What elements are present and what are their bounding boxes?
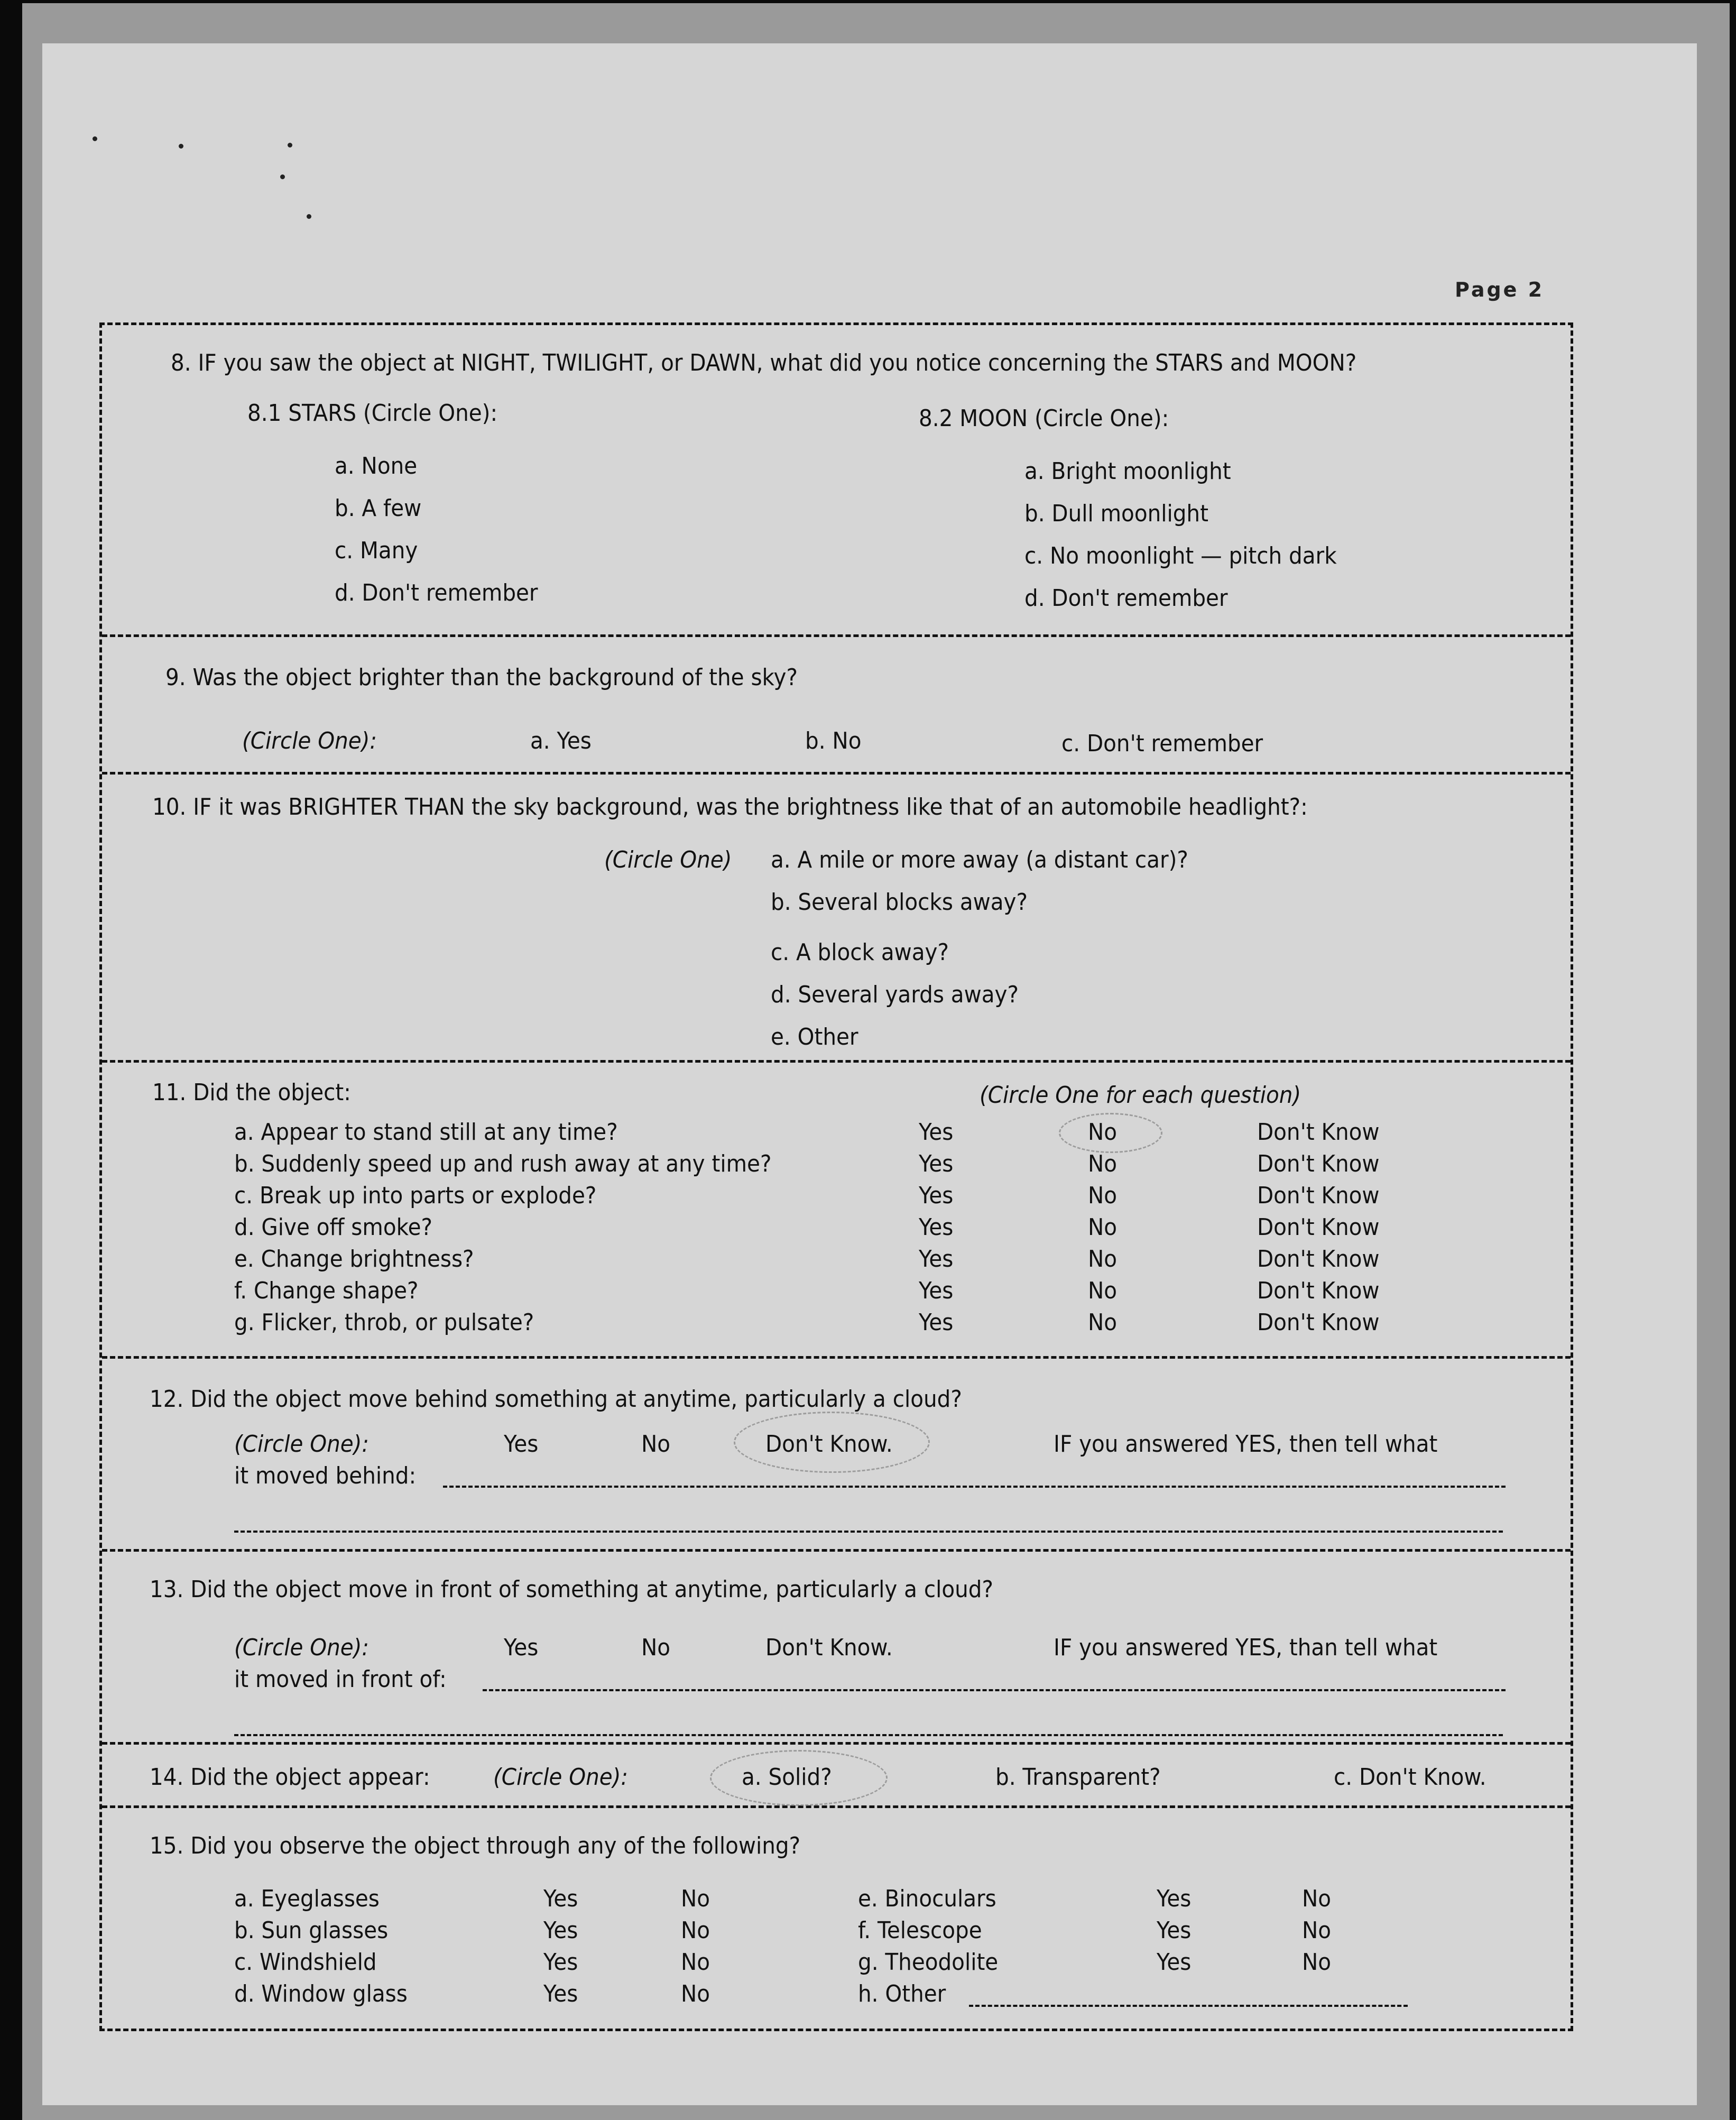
moved-in-front-field[interactable]	[483, 1689, 1506, 1691]
q11-dont-know-option[interactable]: Don't Know	[1257, 1277, 1380, 1304]
q15-other-label: h. Other	[858, 1980, 946, 2007]
q11-item: g. Flicker, throb, or pulsate?	[234, 1309, 534, 1336]
stars-option[interactable]: d. Don't remember	[335, 579, 538, 606]
circle-one-instruction: (Circle One)	[604, 846, 732, 873]
question-9-text: 9. Was the object brighter than the background of the sky?	[165, 664, 798, 691]
q11-yes-option[interactable]: Yes	[919, 1214, 954, 1241]
moved-behind-field-line-2[interactable]	[234, 1531, 1503, 1533]
question-8-text: 8. IF you saw the object at NIGHT, TWILIGHT, or DAWN, what did you notice concerning the STARS and MOON?	[171, 349, 1357, 376]
questionnaire-frame	[99, 322, 1573, 2031]
q13-followup: IF you answered YES, than tell what	[1054, 1634, 1438, 1661]
circle-one-instruction: (Circle One):	[242, 727, 377, 754]
question-10-text: 10. IF it was BRIGHTER THAN the sky background, was the brightness like that of an automobile headlight?:	[152, 794, 1308, 821]
q12-option-no[interactable]: No	[641, 1431, 671, 1458]
stars-option[interactable]: a. None	[335, 453, 418, 480]
q12-option-yes[interactable]: Yes	[504, 1431, 539, 1458]
q11-no-option[interactable]: No	[1088, 1119, 1118, 1146]
circle-one-instruction: (Circle One for each question)	[980, 1082, 1301, 1109]
q15-no-option[interactable]: No	[1302, 1885, 1332, 1912]
moon-option[interactable]: d. Don't remember	[1024, 585, 1228, 612]
q10-option[interactable]: d. Several yards away?	[771, 981, 1019, 1008]
q10-option[interactable]: e. Other	[771, 1024, 858, 1050]
q9-option[interactable]: c. Don't remember	[1061, 730, 1263, 757]
q15-yes-option[interactable]: Yes	[1157, 1949, 1192, 1976]
q11-item: c. Break up into parts or explode?	[234, 1182, 597, 1209]
q10-option[interactable]: c. A block away?	[771, 939, 949, 966]
q11-item: b. Suddenly speed up and rush away at any time?	[234, 1150, 772, 1177]
q15-yes-option[interactable]: Yes	[543, 1885, 578, 1912]
q11-dont-know-option[interactable]: Don't Know	[1257, 1182, 1380, 1209]
q11-dont-know-option[interactable]: Don't Know	[1257, 1119, 1380, 1146]
q11-item: f. Change shape?	[234, 1277, 419, 1304]
question-11	[102, 1063, 1571, 1359]
moon-label: 8.2 MOON (Circle One):	[919, 405, 1169, 432]
moon-option[interactable]: a. Bright moonlight	[1024, 458, 1231, 485]
stars-option[interactable]: c. Many	[335, 537, 418, 564]
question-13-text: 13. Did the object move in front of something at anytime, particularly a cloud?	[150, 1576, 993, 1603]
q14-option[interactable]: c. Don't Know.	[1334, 1764, 1486, 1791]
q14-option[interactable]: a. Solid?	[742, 1764, 832, 1791]
q11-no-option[interactable]: No	[1088, 1277, 1118, 1304]
question-14	[102, 1745, 1571, 1808]
question-9	[102, 637, 1571, 775]
q15-no-option[interactable]: No	[681, 1885, 710, 1912]
moon-option[interactable]: c. No moonlight — pitch dark	[1024, 542, 1337, 569]
q15-yes-option[interactable]: Yes	[543, 1980, 578, 2007]
speck	[179, 144, 183, 149]
q11-yes-option[interactable]: Yes	[919, 1246, 954, 1273]
q15-no-option[interactable]: No	[681, 1917, 710, 1944]
circle-one-instruction: (Circle One):	[234, 1634, 370, 1661]
q15-yes-option[interactable]: Yes	[543, 1949, 578, 1976]
q11-no-option[interactable]: No	[1088, 1150, 1118, 1177]
q11-no-option[interactable]: No	[1088, 1214, 1118, 1241]
q11-dont-know-option[interactable]: Don't Know	[1257, 1150, 1380, 1177]
q11-dont-know-option[interactable]: Don't Know	[1257, 1309, 1380, 1336]
q15-item: d. Window glass	[234, 1980, 408, 2007]
q11-no-option[interactable]: No	[1088, 1182, 1118, 1209]
q13-option-yes[interactable]: Yes	[504, 1634, 539, 1661]
q11-no-option[interactable]: No	[1088, 1309, 1118, 1336]
q15-item: f. Telescope	[858, 1917, 982, 1944]
speck	[307, 214, 311, 219]
speck	[280, 174, 285, 179]
q10-option[interactable]: a. A mile or more away (a distant car)?	[771, 846, 1188, 873]
q13-option-no[interactable]: No	[641, 1634, 671, 1661]
q12-followup-label: it moved behind:	[234, 1462, 417, 1489]
stars-option[interactable]: b. A few	[335, 495, 422, 522]
stars-label: 8.1 STARS (Circle One):	[247, 400, 498, 427]
q11-item: a. Appear to stand still at any time?	[234, 1119, 618, 1146]
q13-followup-label: it moved in front of:	[234, 1666, 447, 1693]
q11-item: e. Change brightness?	[234, 1246, 474, 1273]
question-13	[102, 1552, 1571, 1745]
q15-yes-option[interactable]: Yes	[1157, 1885, 1192, 1912]
question-15	[102, 1808, 1571, 2030]
moved-behind-field[interactable]	[443, 1486, 1506, 1488]
pencil-circle-mark	[734, 1412, 930, 1473]
page-number: Page 2	[1455, 278, 1545, 301]
q9-option[interactable]: a. Yes	[530, 727, 592, 754]
circle-one-instruction: (Circle One):	[234, 1431, 370, 1458]
q14-option[interactable]: b. Transparent?	[995, 1764, 1161, 1791]
question-14-text: 14. Did the object appear:	[150, 1764, 430, 1791]
q12-option-dont-know[interactable]: Don't Know.	[765, 1431, 893, 1458]
pencil-circle-mark	[710, 1750, 888, 1806]
question-12	[102, 1359, 1571, 1552]
question-15-text: 15. Did you observe the object through any of the following?	[150, 1832, 801, 1859]
q11-dont-know-option[interactable]: Don't Know	[1257, 1246, 1380, 1273]
q15-item: e. Binoculars	[858, 1885, 996, 1912]
q15-item: a. Eyeglasses	[234, 1885, 380, 1912]
question-11-text: 11. Did the object:	[152, 1079, 351, 1106]
speck	[288, 143, 292, 148]
moved-in-front-field-line-2[interactable]	[234, 1734, 1503, 1736]
question-10	[102, 775, 1571, 1063]
q12-followup: IF you answered YES, then tell what	[1054, 1431, 1438, 1458]
q15-no-option[interactable]: No	[1302, 1949, 1332, 1976]
q11-yes-option[interactable]: Yes	[919, 1182, 954, 1209]
question-8	[102, 325, 1571, 637]
q11-no-option[interactable]: No	[1088, 1246, 1118, 1273]
q11-yes-option[interactable]: Yes	[919, 1277, 954, 1304]
q11-yes-option[interactable]: Yes	[919, 1150, 954, 1177]
q13-option-dont-know[interactable]: Don't Know.	[765, 1634, 893, 1661]
q15-item: b. Sun glasses	[234, 1917, 389, 1944]
q15-no-option[interactable]: No	[1302, 1917, 1332, 1944]
q10-option[interactable]: b. Several blocks away?	[771, 889, 1028, 916]
q11-item: d. Give off smoke?	[234, 1214, 432, 1241]
circle-one-instruction: (Circle One):	[493, 1764, 629, 1791]
other-instrument-field[interactable]	[969, 2005, 1408, 2007]
q15-no-option[interactable]: No	[681, 1980, 710, 2007]
q15-no-option[interactable]: No	[681, 1949, 710, 1976]
speck	[93, 136, 97, 141]
q11-dont-know-option[interactable]: Don't Know	[1257, 1214, 1380, 1241]
q11-yes-option[interactable]: Yes	[919, 1119, 954, 1146]
question-12-text: 12. Did the object move behind something at anytime, particularly a cloud?	[150, 1386, 962, 1413]
moon-option[interactable]: b. Dull moonlight	[1024, 500, 1208, 527]
q15-yes-option[interactable]: Yes	[543, 1917, 578, 1944]
q15-yes-option[interactable]: Yes	[1157, 1917, 1192, 1944]
q15-item: g. Theodolite	[858, 1949, 999, 1976]
q11-yes-option[interactable]: Yes	[919, 1309, 954, 1336]
q9-option[interactable]: b. No	[805, 727, 862, 754]
q15-item: c. Windshield	[234, 1949, 377, 1976]
